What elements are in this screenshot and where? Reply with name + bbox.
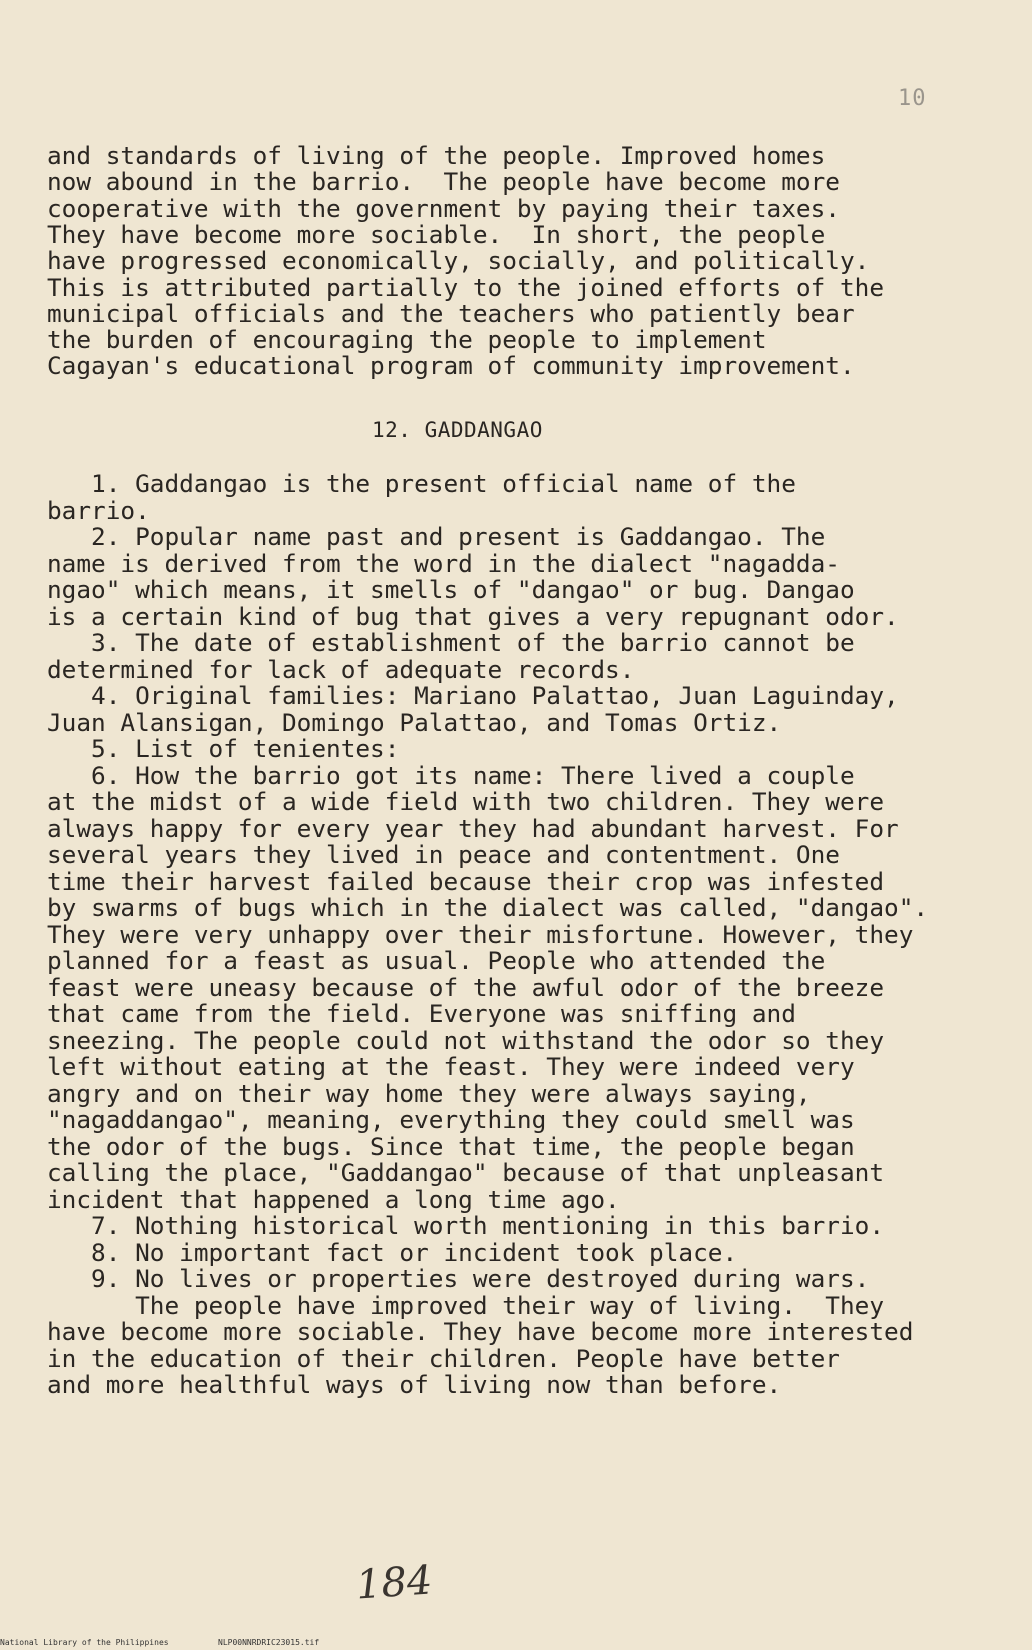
text-line: time their harvest failed because their crop was infested bbox=[47, 866, 885, 896]
text-line: at the midst of a wide field with two children. They were bbox=[47, 787, 885, 816]
text-line: 6. How the barrio got its name: There lived a couple bbox=[47, 760, 855, 790]
text-line: 2. Popular name past and present is Gaddangao. The bbox=[47, 522, 826, 551]
section-heading: 12. GADDANGAO bbox=[372, 418, 543, 442]
text-line: They were very unhappy over their misfortune. However, they bbox=[47, 919, 914, 949]
text-line: ngao" which means, it smells of "dangao" or bug. Dangao bbox=[47, 575, 855, 604]
footer-credit: National Library of the Philippines bbox=[0, 1638, 169, 1647]
footer-file: NLP00NNRDRIC23015.tif bbox=[218, 1638, 320, 1647]
text-line: calling the place, "Gaddangao" because of that unpleasant bbox=[47, 1158, 885, 1187]
text-line: angry and on their way home they were always saying, bbox=[47, 1078, 811, 1108]
text-line: the burden of encouraging the people to implement bbox=[47, 325, 767, 355]
text-line: determined for lack of adequate records. bbox=[47, 654, 635, 684]
text-line: 9. No lives or properties were destroyed during wars. bbox=[47, 1264, 870, 1293]
text-line: is a certain kind of bug that gives a very repugnant odor. bbox=[47, 601, 899, 631]
text-line: several years they lived in peace and contentment. One bbox=[47, 840, 840, 869]
text-line: sneezing. The people could not withstand the odor so they bbox=[47, 1025, 885, 1055]
text-line: and standards of living of the people. Improved homes bbox=[47, 141, 826, 170]
text-line: 3. The date of establishment of the barrio cannot be bbox=[47, 628, 855, 657]
text-line: This is attributed partially to the joined efforts of the bbox=[47, 272, 885, 302]
text-line: 7. Nothing historical worth mentioning in this barrio. bbox=[47, 1211, 885, 1240]
text-line: now abound in the barrio. The people have become more bbox=[47, 167, 840, 197]
text-line: "nagaddangao", meaning, everything they could smell was bbox=[47, 1105, 855, 1134]
text-line: left without eating at the feast. They were indeed very bbox=[47, 1052, 855, 1081]
text-line: the odor of the bugs. Since that time, the people began bbox=[47, 1131, 855, 1161]
text-line: have become more sociable. They have become more interested bbox=[47, 1317, 914, 1346]
text-line: The people have improved their way of living. They bbox=[47, 1290, 885, 1320]
text-line: by swarms of bugs which in the dialect was called, "dangao". bbox=[47, 893, 929, 922]
text-line: 5. List of tenientes: bbox=[47, 734, 400, 763]
text-line: barrio. bbox=[47, 495, 150, 525]
text-line: Cagayan's educational program of community improvement. bbox=[47, 351, 855, 381]
text-line: cooperative with the government by paying their taxes. bbox=[47, 193, 840, 223]
text-line: name is derived from the word in the dialect "nagadda- bbox=[47, 548, 840, 578]
text-line: Juan Alansigan, Domingo Palattao, and Tomas Ortiz. bbox=[47, 707, 782, 737]
text-line: 1. Gaddangao is the present official name of the bbox=[47, 469, 796, 498]
text-line: 4. Original families: Mariano Palattao, Juan Laguinday, bbox=[47, 681, 899, 710]
text-line: and more healthful ways of living now than before. bbox=[47, 1370, 782, 1399]
text-line: in the education of their children. People have better bbox=[47, 1343, 840, 1373]
text-line: They have become more sociable. In short, the people bbox=[47, 219, 826, 249]
page-number: 10 bbox=[898, 86, 927, 111]
text-line: always happy for every year they had abundant harvest. For bbox=[47, 813, 899, 843]
text-line: 8. No important fact or incident took place. bbox=[47, 1237, 738, 1267]
text-line: planned for a feast as usual. People who attended the bbox=[47, 946, 826, 975]
handwritten-page-number: 184 bbox=[354, 1557, 434, 1609]
text-line: incident that happened a long time ago. bbox=[47, 1184, 620, 1214]
text-line: feast were uneasy because of the awful odor of the breeze bbox=[47, 972, 885, 1002]
text-line: have progressed economically, socially, and politically. bbox=[47, 246, 870, 276]
text-line: that came from the field. Everyone was sniffing and bbox=[47, 999, 796, 1028]
text-line: municipal officials and the teachers who patiently bear bbox=[47, 298, 855, 328]
